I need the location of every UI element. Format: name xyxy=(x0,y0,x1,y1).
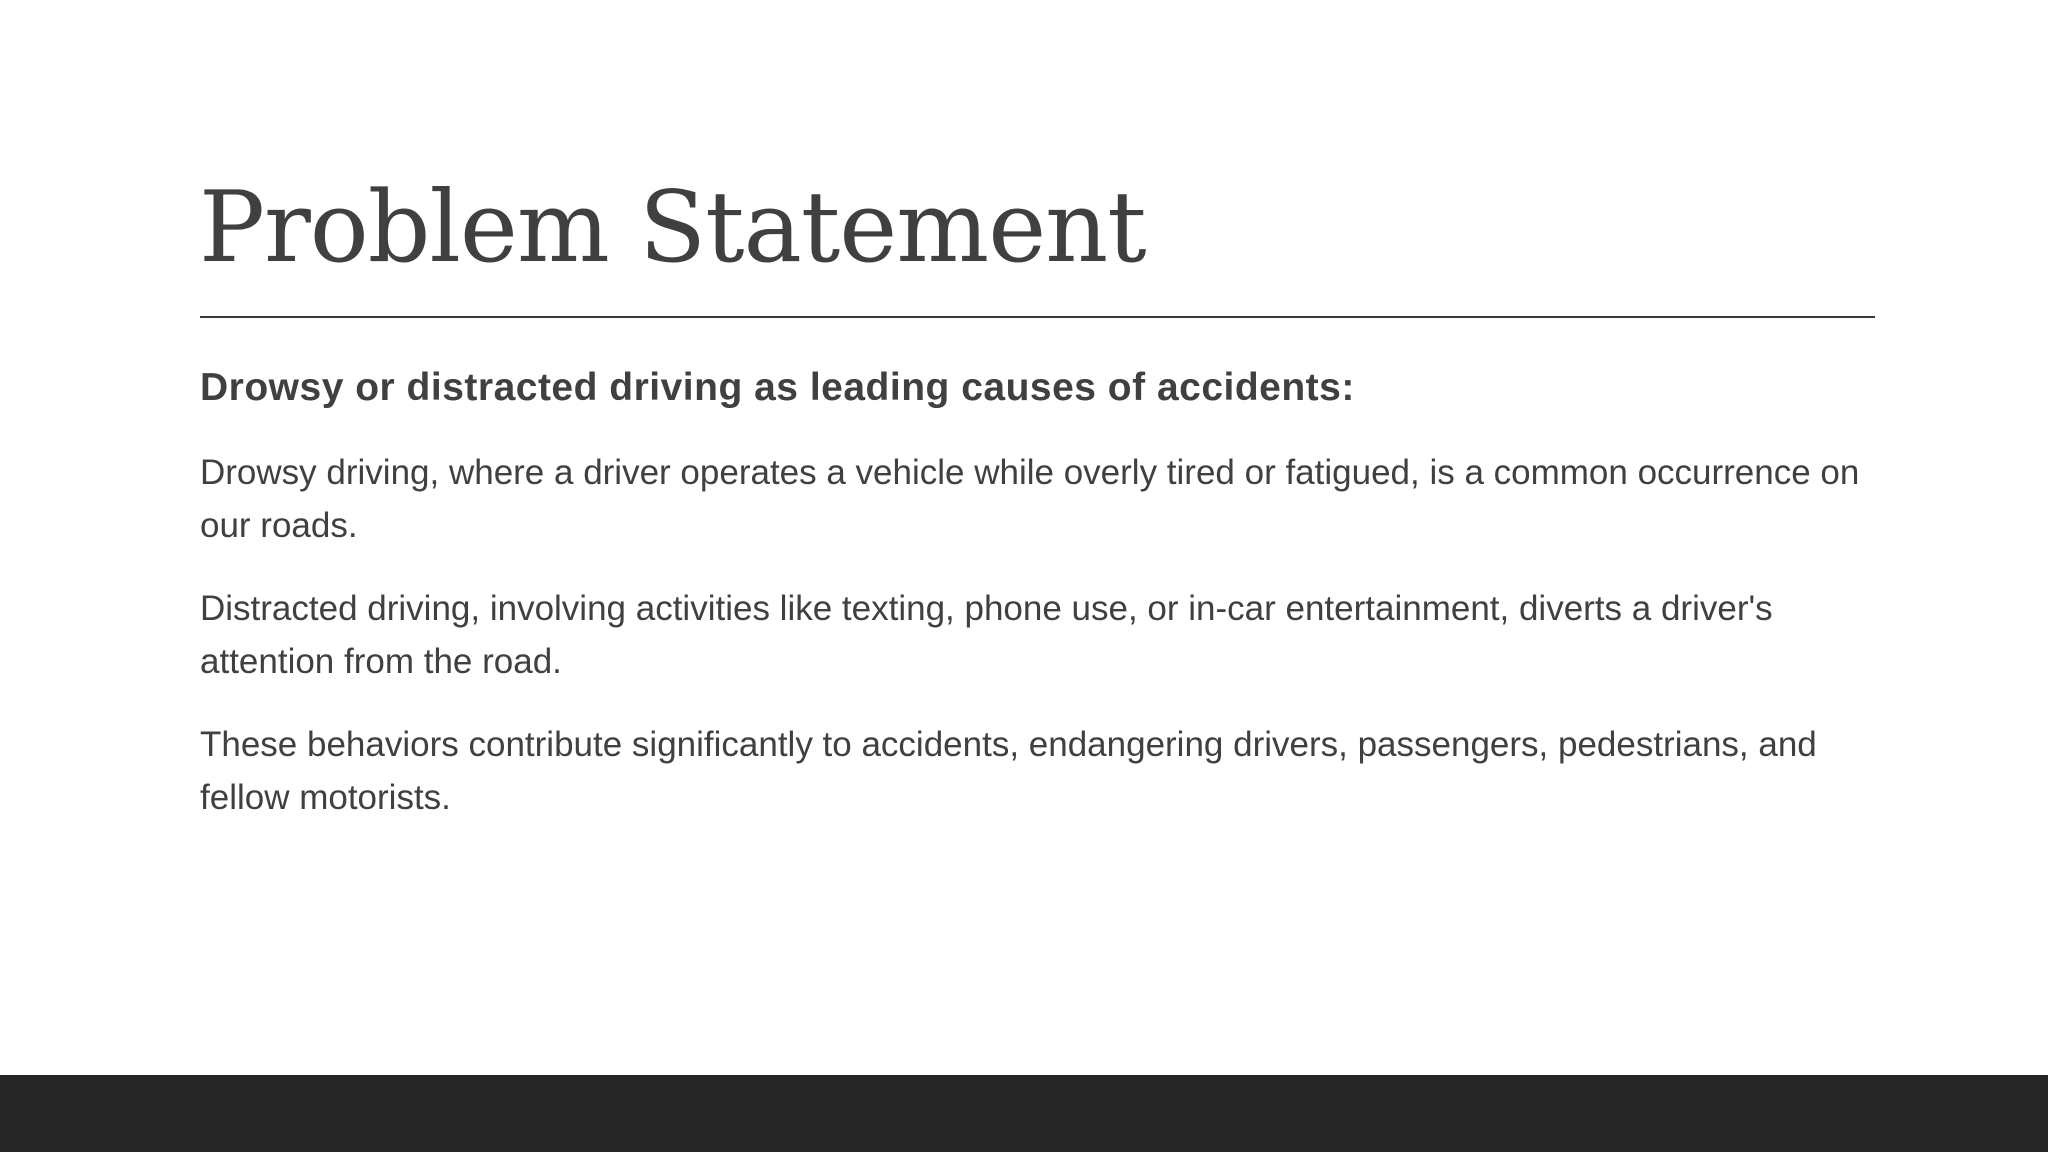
paragraph-distracted-driving: Distracted driving, involving activities like texting, phone use, or in-car entertainment, diverts a driver's attention from the road. xyxy=(200,589,1773,681)
paragraph-drowsy-driving: Drowsy driving, where a driver operates a vehicle while overly tired or fatigued, is a common occurrence on our roads. xyxy=(200,453,1860,545)
slide-body xyxy=(200,360,1880,854)
section-heading: Drowsy or distracted driving as leading causes of accidents: xyxy=(200,366,1355,409)
title-divider xyxy=(200,316,1875,318)
slide-title: Problem Statement xyxy=(199,171,1146,285)
paragraph-consequences: These behaviors contribute significantly to accidents, endangering drivers, passengers, pedestrians, and fellow motorists. xyxy=(200,725,1817,817)
footer-bar xyxy=(0,1075,2048,1152)
